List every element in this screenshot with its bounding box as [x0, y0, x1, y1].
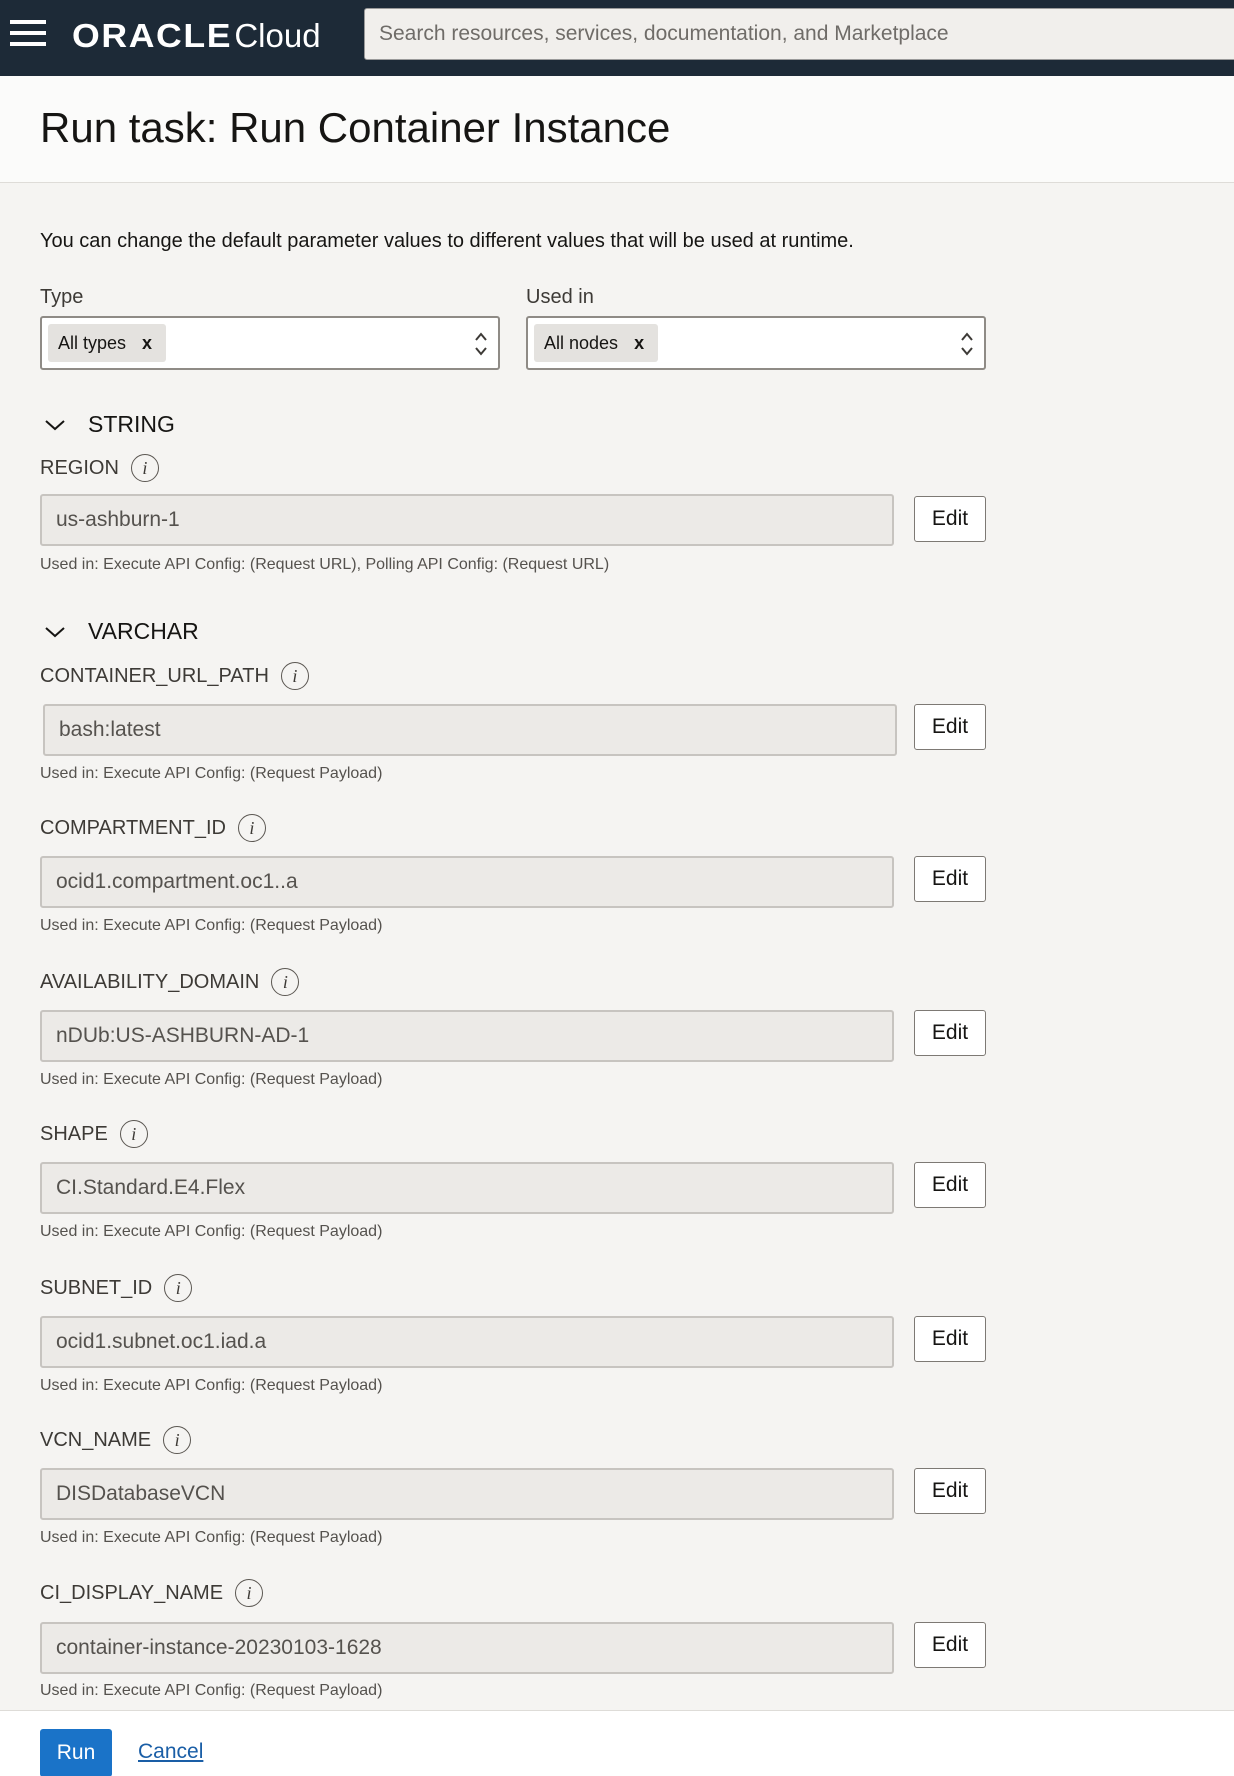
chevron-down-icon	[44, 625, 66, 639]
edit-button[interactable]: Edit	[914, 1316, 986, 1362]
used-in-filter-label: Used in	[526, 286, 594, 308]
type-filter-select[interactable]	[40, 316, 500, 370]
param-name	[40, 454, 159, 482]
select-arrows-icon	[960, 330, 974, 358]
cancel-link[interactable]: Cancel	[138, 1740, 204, 1763]
param-label: SUBNET_ID	[40, 1276, 153, 1299]
select-arrows-icon	[474, 330, 488, 358]
info-icon[interactable]: i	[271, 968, 299, 996]
param-used-in-text: Used in: Execute API Config: (Request Payload)	[40, 917, 383, 934]
param-name	[40, 968, 299, 996]
oracle-cloud-logo[interactable]	[72, 14, 321, 58]
action-footer	[0, 1710, 1234, 1776]
page-title: Run task: Run Container Instance	[40, 104, 671, 151]
param-label: CONTAINER_URL_PATH	[40, 664, 269, 687]
param-value-input[interactable]	[40, 494, 894, 546]
param-used-in-text: Used in: Execute API Config: (Request Payload)	[40, 1529, 383, 1546]
param-value-input[interactable]	[43, 704, 897, 756]
section-varchar-toggle[interactable]	[44, 618, 199, 645]
param-name	[40, 1274, 192, 1302]
param-used-in-text: Used in: Execute API Config: (Request URL), Polling API Config: (Request URL)	[40, 556, 610, 573]
param-name	[40, 1426, 191, 1454]
brand-cloud-text: Cloud	[234, 17, 321, 54]
param-used-in-text: Used in: Execute API Config: (Request Payload)	[40, 1377, 383, 1394]
top-navigation-bar	[0, 0, 1234, 76]
param-name	[40, 814, 266, 842]
section-string-label: STRING	[88, 411, 175, 437]
edit-button[interactable]: Edit	[914, 1010, 986, 1056]
used-in-chip-remove-icon[interactable]: x	[634, 332, 645, 353]
brand-oracle-text: ORACLE	[72, 17, 233, 54]
param-value-input[interactable]	[40, 856, 894, 908]
param-value-input[interactable]	[40, 1468, 894, 1520]
used-in-chip-label: All nodes	[544, 332, 619, 353]
info-icon[interactable]: i	[281, 662, 309, 690]
type-chip-label: All types	[58, 332, 127, 353]
param-label: SHAPE	[40, 1122, 108, 1145]
used-in-filter-select[interactable]	[526, 316, 986, 370]
chevron-down-icon	[44, 418, 66, 432]
info-icon[interactable]: i	[120, 1120, 148, 1148]
param-used-in-text: Used in: Execute API Config: (Request Payload)	[40, 765, 383, 782]
edit-button[interactable]: Edit	[914, 1162, 986, 1208]
run-button[interactable]: Run	[40, 1729, 112, 1776]
param-name	[40, 1579, 263, 1607]
param-used-in-text: Used in: Execute API Config: (Request Payload)	[40, 1682, 383, 1699]
param-name	[40, 662, 309, 690]
param-label: COMPARTMENT_ID	[40, 816, 226, 839]
info-icon[interactable]: i	[164, 1274, 192, 1302]
edit-button[interactable]: Edit	[914, 1468, 986, 1514]
info-icon[interactable]: i	[235, 1579, 263, 1607]
edit-button[interactable]: Edit	[914, 704, 986, 750]
param-used-in-text: Used in: Execute API Config: (Request Payload)	[40, 1071, 383, 1088]
hamburger-menu-icon[interactable]	[10, 20, 46, 46]
section-string-toggle[interactable]	[44, 411, 175, 438]
edit-button[interactable]: Edit	[914, 496, 986, 542]
param-label: AVAILABILITY_DOMAIN	[40, 970, 260, 993]
edit-button[interactable]: Edit	[914, 1622, 986, 1668]
type-filter-label: Type	[40, 286, 84, 308]
info-icon[interactable]: i	[163, 1426, 191, 1454]
parameters-panel	[0, 184, 1234, 1710]
param-used-in-text: Used in: Execute API Config: (Request Payload)	[40, 1223, 383, 1240]
param-value-input[interactable]	[40, 1622, 894, 1674]
param-label: REGION	[40, 456, 119, 479]
param-value-input[interactable]	[40, 1010, 894, 1062]
page-header	[0, 76, 1234, 183]
param-value-input[interactable]	[40, 1316, 894, 1368]
section-varchar-label: VARCHAR	[88, 618, 199, 644]
info-icon[interactable]: i	[238, 814, 266, 842]
type-chip-remove-icon[interactable]: x	[142, 332, 153, 353]
param-name	[40, 1120, 148, 1148]
used-in-filter-chip	[534, 324, 658, 362]
param-label: CI_DISPLAY_NAME	[40, 1581, 224, 1604]
param-value-input[interactable]	[40, 1162, 894, 1214]
global-search-input[interactable]	[364, 8, 1234, 60]
info-icon[interactable]: i	[131, 454, 159, 482]
intro-text: You can change the default parameter values to different values that will be used at runtime.	[40, 230, 854, 252]
param-label: VCN_NAME	[40, 1428, 152, 1451]
type-filter-chip	[48, 324, 166, 362]
edit-button[interactable]: Edit	[914, 856, 986, 902]
